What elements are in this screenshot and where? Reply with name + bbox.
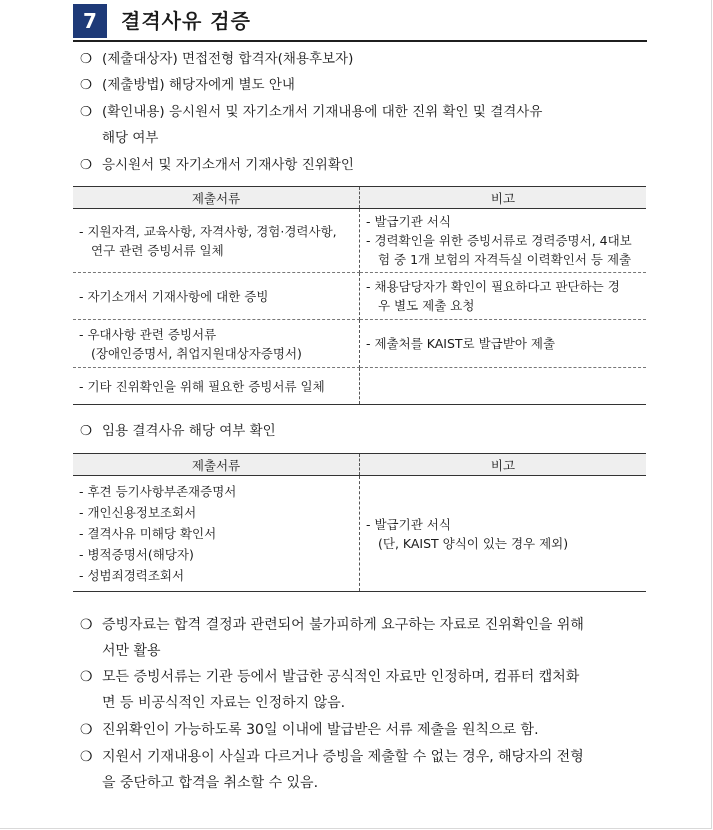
table-row <box>73 368 646 405</box>
cell-line: - 채용담당자가 확인이 필요하다고 판단하는 경 <box>366 279 620 294</box>
cell-line: - 개인신용정보조회서 <box>79 505 197 520</box>
cell-line: 우 별도 제출 요청 <box>378 298 475 313</box>
cell-line: 험 중 1개 보험의 자격득실 이력확인서 등 제출 <box>378 252 632 267</box>
bullet-30-days <box>80 717 539 743</box>
bullet-mark: ❍ <box>80 749 93 765</box>
bullet-evidence-usage-continued: 서만 활용 <box>102 643 161 659</box>
cell-line: - 후견 등기사항부존재증명서 <box>79 484 237 499</box>
bullet-disqualification-check <box>80 418 276 444</box>
cell-line: - 발급기관 서식 <box>366 516 451 532</box>
table-row <box>73 476 646 592</box>
bullet-mark: ❍ <box>80 157 93 173</box>
table-cell-documents <box>73 273 360 320</box>
table-cell-remarks <box>360 273 647 320</box>
verification-documents-table <box>73 186 646 405</box>
table-cell-remarks <box>360 368 647 405</box>
bullet-mark: ❍ <box>80 104 93 120</box>
table-cell-documents <box>73 368 360 405</box>
disqualification-documents-table <box>73 453 646 592</box>
bullet-text: (확인내용) 응시원서 및 자기소개서 기재내용에 대한 진위 확인 및 결격사유 <box>102 104 543 120</box>
section-header <box>73 4 647 42</box>
bullet-text: 지원서 기재내용이 사실과 다르거나 증빙을 제출할 수 없는 경우, 해당자의 전형 <box>102 749 584 765</box>
table-header-remarks: 비고 <box>360 187 647 209</box>
bullet-mark: ❍ <box>80 77 93 93</box>
section-title: 결격사유 검증 <box>121 9 251 33</box>
table-header-remarks: 비고 <box>360 454 647 476</box>
cell-line: - 기타 진위확인을 위해 필요한 증빙서류 일체 <box>79 378 325 394</box>
bullet-official-documents-continued: 면 등 비공식적인 자료는 인정하지 않음. <box>102 695 346 711</box>
table-cell-documents <box>73 320 360 368</box>
table-header-documents: 제출서류 <box>73 454 360 476</box>
bullet-mark: ❍ <box>80 669 93 685</box>
bullet-text: 증빙자료는 합격 결정과 관련되어 불가피하게 요구하는 자료로 진위확인을 위해 <box>102 617 584 633</box>
bullet-mark: ❍ <box>80 51 93 67</box>
bullet-text: 진위확인이 가능하도록 30일 이내에 발급받은 서류 제출을 원칙으로 함. <box>102 722 539 738</box>
cell-line: - 제출처를 KAIST로 발급받아 제출 <box>366 336 556 351</box>
cell-line: (장애인증명서, 취업지원대상자증명서) <box>91 345 302 361</box>
bullet-text: (제출대상자) 면접전형 합격자(채용후보자) <box>102 51 354 67</box>
table-header-documents: 제출서류 <box>73 187 360 209</box>
table-cell-remarks <box>360 476 647 592</box>
bullet-submitters <box>80 46 353 72</box>
cell-line: - 성범죄경력조회서 <box>79 568 185 583</box>
table-row <box>73 209 646 273</box>
bullet-content <box>80 99 542 125</box>
bullet-method <box>80 72 295 98</box>
bullet-cancellation-continued: 을 중단하고 합격을 취소할 수 있음. <box>102 775 319 791</box>
cell-line: - 지원자격, 교육사항, 자격사항, 경험·경력사항, <box>79 223 337 239</box>
table-cell-documents <box>73 476 360 592</box>
section-number-badge: 7 <box>73 4 107 38</box>
bullet-mark: ❍ <box>80 617 93 633</box>
bullet-official-documents <box>80 664 579 690</box>
cell-line: (단, KAIST 양식이 있는 경우 제외) <box>378 535 569 551</box>
bullet-text: 응시원서 및 자기소개서 기재사항 진위확인 <box>102 157 354 173</box>
bullet-cancellation <box>80 744 584 770</box>
table-row <box>73 273 646 320</box>
bullet-text: 모든 증빙서류는 기관 등에서 발급한 공식적인 자료만 인정하며, 컴퓨터 캡처화 <box>102 669 580 685</box>
cell-line: - 자기소개서 기재사항에 대한 증빙 <box>79 288 269 304</box>
cell-line: - 경력확인을 위한 증빙서류로 경력증명서, 4대보 <box>366 233 632 248</box>
bullet-mark: ❍ <box>80 423 93 439</box>
bullet-content-continued: 해당 여부 <box>102 130 159 146</box>
bullet-evidence-usage <box>80 612 584 638</box>
bullet-mark: ❍ <box>80 722 93 738</box>
table-cell-remarks <box>360 209 647 273</box>
table-cell-documents <box>73 209 360 273</box>
bullet-text: (제출방법) 해당자에게 별도 안내 <box>102 77 295 93</box>
cell-line: 연구 관련 증빙서류 일체 <box>91 242 224 258</box>
cell-line: - 결격사유 미해당 확인서 <box>79 526 217 541</box>
table-row <box>73 320 646 368</box>
cell-line: - 우대사항 관련 증빙서류 <box>79 326 217 342</box>
bullet-text: 임용 결격사유 해당 여부 확인 <box>102 423 276 439</box>
bullet-verify-application <box>80 152 354 178</box>
cell-line: - 발급기관 서식 <box>366 214 451 229</box>
cell-line: - 병적증명서(해당자) <box>79 547 194 562</box>
table-cell-remarks <box>360 320 647 368</box>
